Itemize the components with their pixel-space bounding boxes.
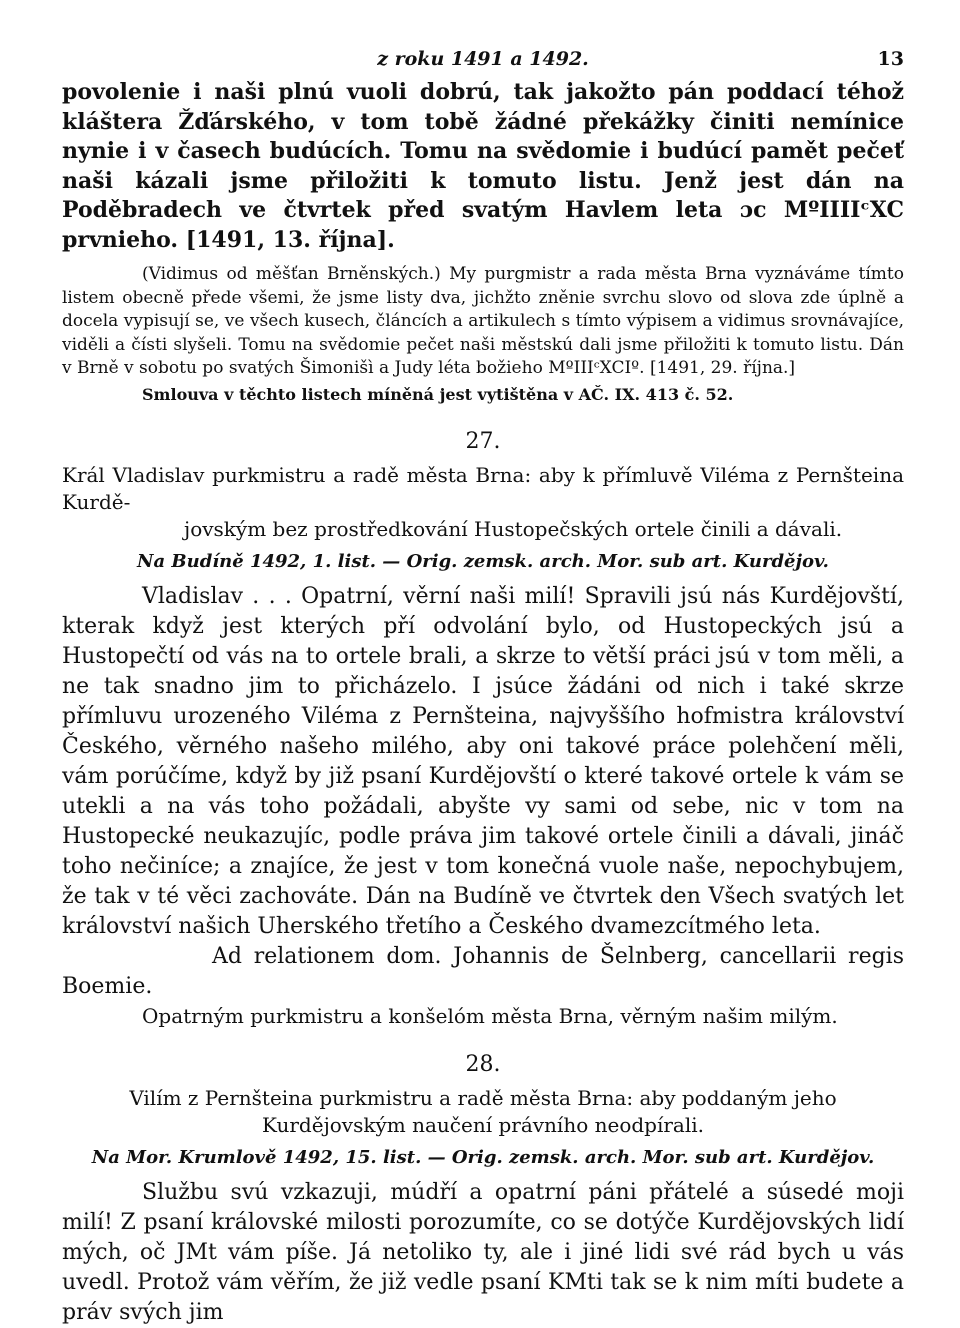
document-source: Na Budíně 1492, 1. list. — Orig. zemsk. arch. Mor. sub art. Kurdějov. [137,550,829,572]
page-header [62,44,904,78]
running-title: z roku 1491 a 1492. [377,48,589,70]
previous-document-text: povolenie i naši plnú vuoli dobrú, tak jakožto pán poddací téhož kláštera Žďárského, v tom tobě žádné překážky činiti nemínice nynie i v časech budúcích. Tomu na svědomie i budúcí pamět pečeť naši kázali jsme přiložiti k tomuto listu. Jenž jest dán na Poděbradech ve čtvrtek před svatým Havlem leta ɔc MºIIIIᶜXC prvnieho. [1491, 13. října]. [62,79,904,253]
address-line: Opatrným purkmistru a konšelóm města Brna, věrným našim milým. [142,1003,838,1028]
summary-line-rest: jovským bez prostředkování Hustopečských ortele činili a dávali. [184,516,843,541]
document-body: Službu svú vzkazuji, múdří a opatrní páni přátelé a súsedé moji milí! Z psaní královské milosti porozumíte, co se dotýče Kurdějovských lidí mých, oč JMt vám píše. Já netoliko ty, ale i jiné lidi své rád bych u vás uvedl. Protož vám věřím, že již vedle psaní KMti tak se k nim míti budete a práv svých jim [62,1179,904,1325]
summary-line-first: Král Vladislav purkmistru a radě města Brna: aby k přímluvě Viléma z Pernšteina Kurdě- [62,462,904,514]
document-summary: Vilím z Pernšteina purkmistru a radě města Brna: aby poddaným jeho Kurdějovským naučení právního neodpírali. [129,1085,837,1137]
document-number: 28. [465,1051,501,1077]
page-number: 13 [877,48,904,70]
document-summary [62,462,904,543]
previous-document-ending [62,78,904,407]
book-page [62,44,904,1328]
vidimus-paragraph: (Vidimus od měšťan Brněnských.) My purgmistr a rada města Brna vyznáváme tímto listem obecně přede všemi, že jsme listy dva, jichžto zněnie svrchu slovo od slova zde úplně a docela vypisují se, ve všech kusech, článcích a artikulech s tímto výpisem a vidimus srovnávajíce, viděli a čísti slyšeli. Tomu na svědomie pečet naši městskú dali jsme přiložiti k tomuto listu. Dán v Brně v sobotu po svatých Šimonišì a Judy léta božieho MºIIIᶜXCIº. [1491, 29. října.] [62,264,904,379]
editor-note: Smlouva v těchto listech míněná jest vytištěna v AČ. IX. 413 č. 52. [142,384,734,404]
document-body: Vladislav . . . Opatrní, věrní naši milí! Spravili jsú nás Kurdějovští, kterak když jest kterých pří odvolání bylo, od Hustopeckých jsú a Hustopečtí od vás na to ortele brali, a skrze to větší práci jsú v tom měli, a ne tak snadno jim to přicházelo. I jsúce žádáni od nich i také skrze přímluvu urozeného Viléma z Pernšteina, najvyššího hofmistra království Českého, věrného našeho milého, aby oni takové práce polehčení měli, vám porúčíme, když by již psaní Kurdějovští o které takové ortele k vám se utekli a na vás toho požádali, abyšte vy sami od sebe, nic v tom na Hustopecké neukazujíc, podle práva jim takové ortele činili a dávali, jináč toho nečiníce; a znajíce, že jest v tom konečná vuole naše, nepochybujem, že tak v té věci zachováte. Dán na Budíně ve čtvrtek den Všech svatých let království našich Uherského třetího a Českého dvamezcítmého leta. [62,583,904,939]
document-27 [62,429,904,1030]
document-number: 27. [465,428,501,454]
document-28 [62,1052,904,1328]
document-source: Na Mor. Krumlově 1492, 15. list. — Orig. zemsk. arch. Mor. sub art. Kurdějov. [91,1146,875,1168]
relation-note: Ad relationem dom. Johannis de Šelnberg, cancellarii regis Boemie. [62,943,904,999]
